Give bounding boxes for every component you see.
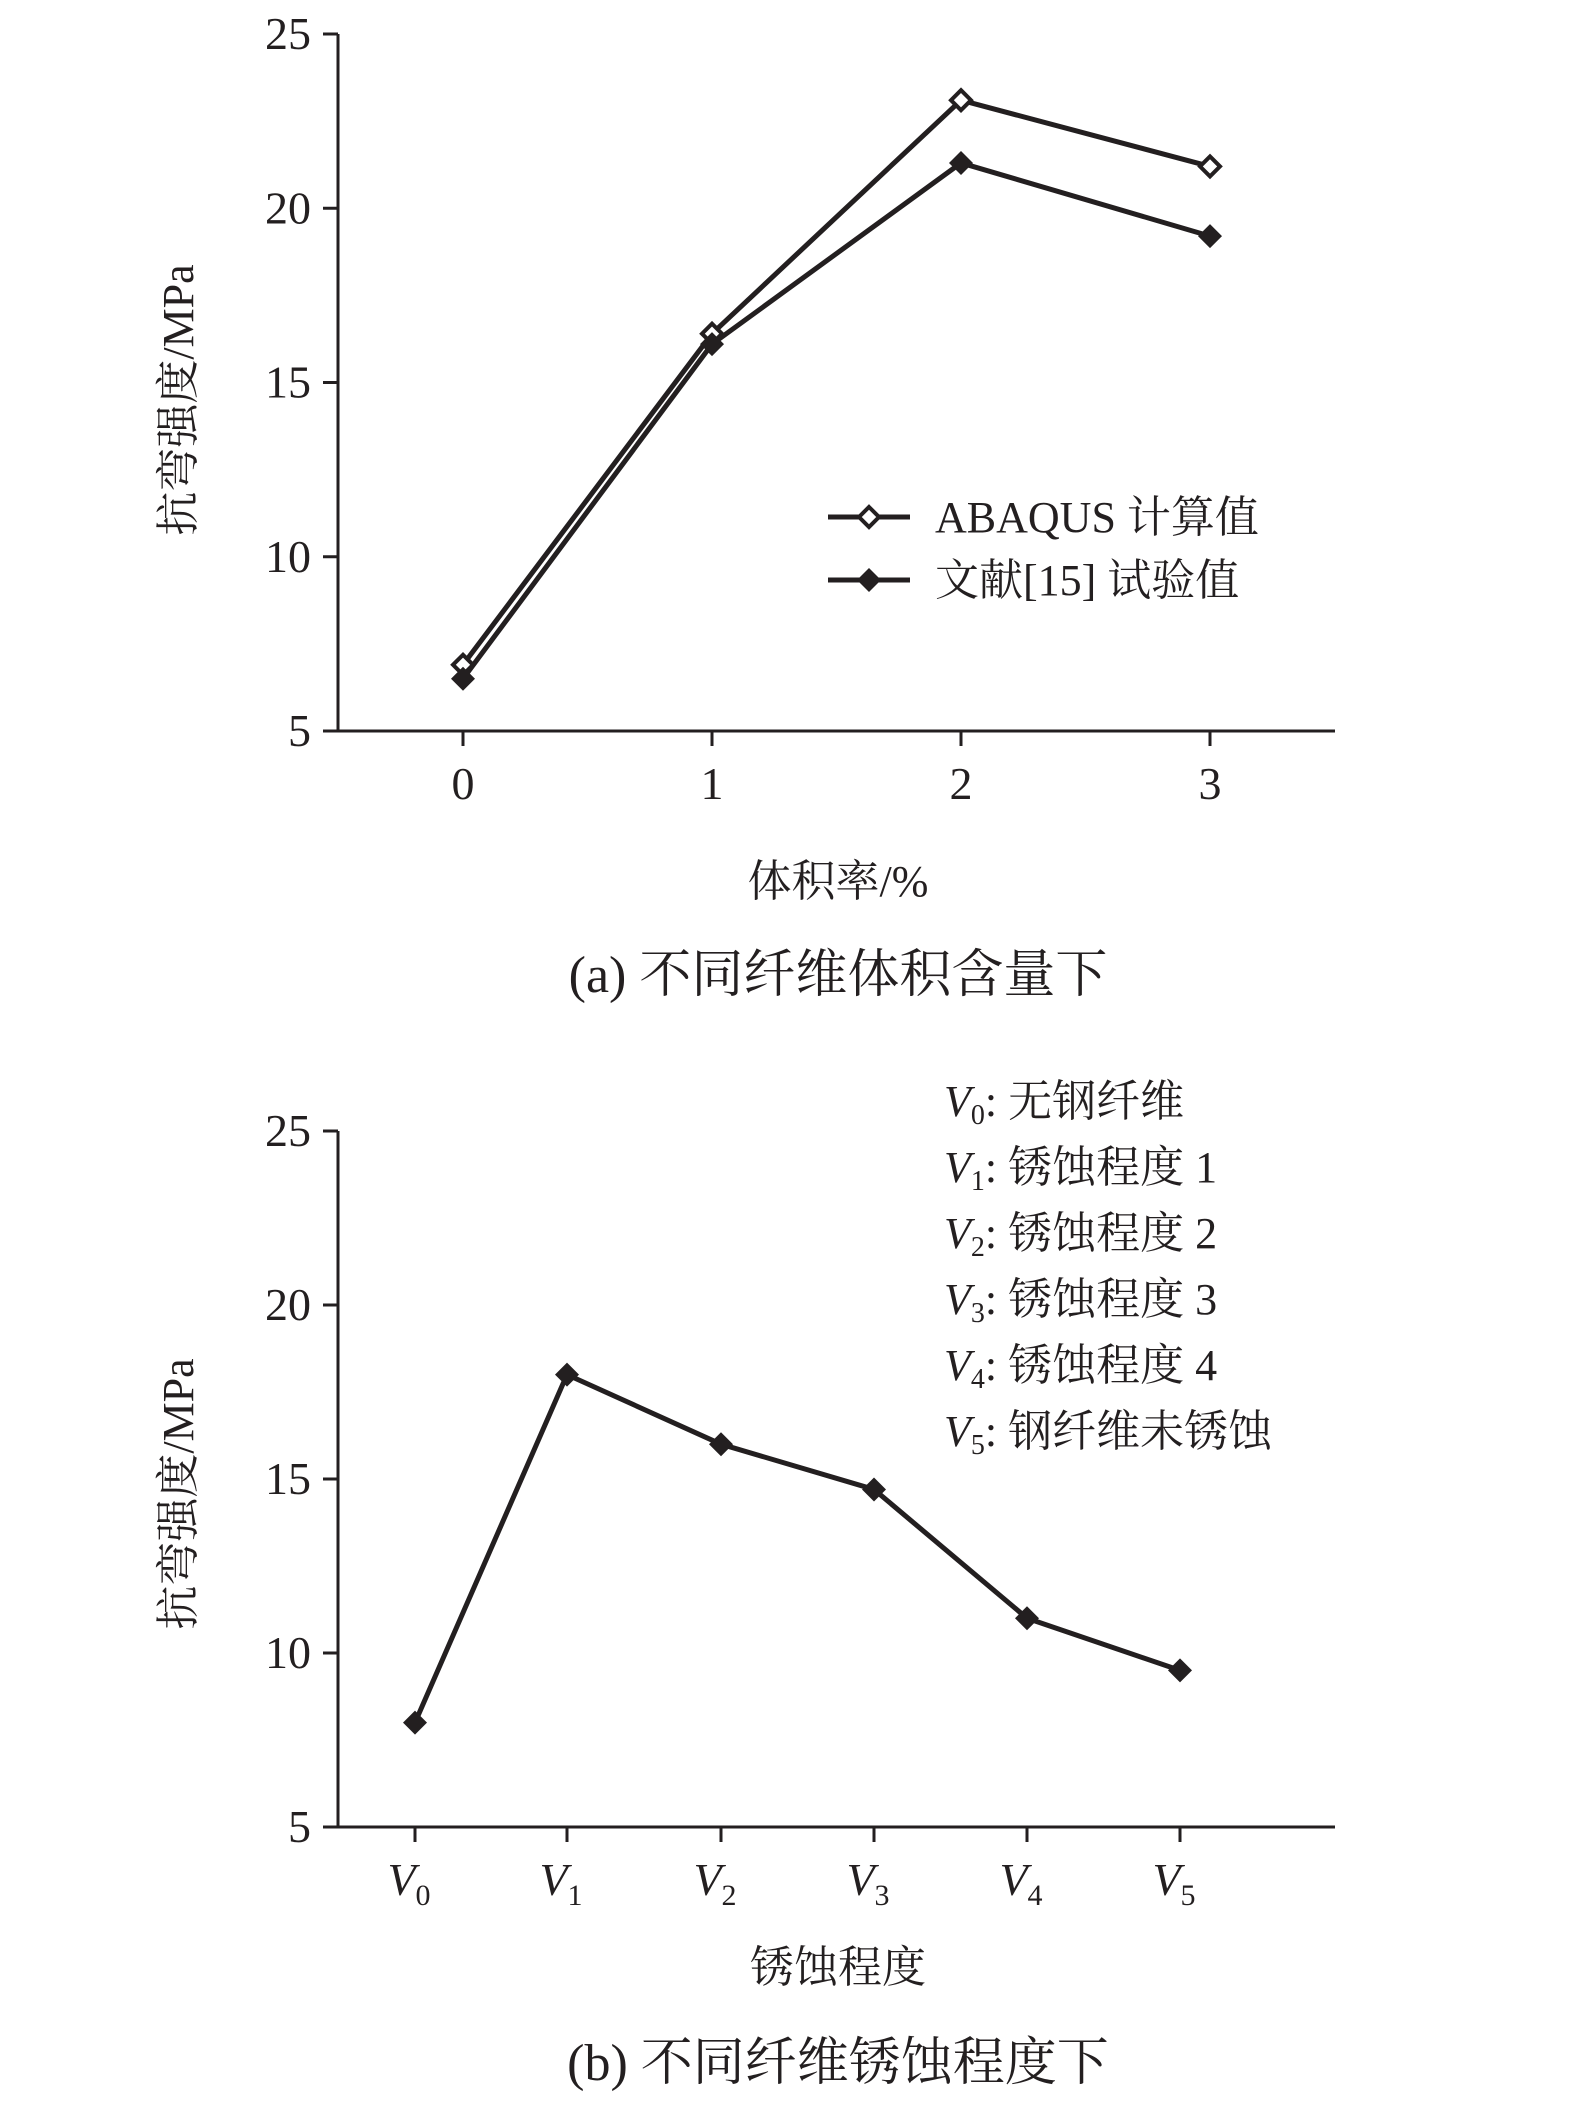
legend-label-abaqus: ABAQUS 计算值 (935, 493, 1259, 542)
chart-b-y-tick-labels (265, 1105, 311, 1852)
chart-b-x-tick-labels (387, 1854, 1195, 1912)
data-point-filled-diamond (555, 1363, 579, 1387)
y-tick-label: 20 (265, 182, 311, 234)
x-tick-label: $V_0$ (387, 1854, 431, 1912)
y-tick-label: 25 (265, 8, 311, 59)
chart-b-x-axis-label: 锈蚀程度 (750, 1943, 926, 1992)
data-point-filled-diamond (709, 1432, 733, 1456)
legend-note: V3: 锈蚀程度 3 (944, 1275, 1218, 1329)
y-tick-label: 15 (265, 1453, 311, 1504)
y-tick-label: 10 (265, 530, 311, 582)
chart-a-legend (828, 493, 1259, 605)
chart-a-y-tick-labels (265, 8, 311, 756)
legend-note: V2: 锈蚀程度 2 (944, 1209, 1218, 1263)
y-tick-label: 5 (288, 705, 311, 756)
data-point-filled-diamond (1168, 1658, 1192, 1682)
chart-a-y-axis-label: 抗弯强度/MPa (154, 264, 203, 536)
data-point-filled-diamond (1198, 224, 1222, 248)
x-tick-label: 2 (949, 758, 973, 809)
y-tick-label: 20 (265, 1279, 311, 1330)
x-tick-label: $V_4$ (999, 1854, 1043, 1912)
chart-b-legend-notes (944, 1077, 1273, 1461)
data-point-open-diamond (1200, 156, 1220, 176)
chart-b-caption: (b) 不同纤维锈蚀程度下 (567, 2035, 1109, 2092)
x-tick-label: 0 (451, 758, 475, 809)
chart-a-x-tick-labels (452, 758, 1222, 809)
legend-marker-test (857, 568, 881, 592)
x-tick-label: $V_5$ (1152, 1854, 1196, 1912)
x-tick-label: $V_2$ (693, 1854, 737, 1912)
chart-a (154, 8, 1335, 1004)
y-tick-label: 5 (288, 1801, 311, 1852)
legend-label-test: 文献[15] 试验值 (935, 556, 1240, 605)
y-tick-label: 25 (265, 1105, 311, 1156)
data-point-filled-diamond (403, 1711, 427, 1735)
x-tick-label: 3 (1198, 758, 1222, 809)
x-tick-label: $V_1$ (539, 1854, 583, 1912)
chart-b (154, 1077, 1335, 2092)
legend-note: V1: 锈蚀程度 1 (944, 1143, 1218, 1197)
x-tick-label: $V_3$ (846, 1854, 890, 1912)
y-tick-label: 15 (265, 356, 311, 408)
legend-note: V5: 钢纤维未锈蚀 (944, 1407, 1273, 1461)
y-tick-label: 10 (265, 1627, 311, 1678)
legend-note: V4: 锈蚀程度 4 (944, 1341, 1218, 1395)
chart-a-x-axis-label: 体积率/% (747, 857, 929, 906)
legend-note: V0: 无钢纤维 (944, 1077, 1185, 1131)
legend-marker-abaqus (859, 507, 879, 527)
chart-a-axes (323, 34, 1335, 746)
chart-b-y-axis-label: 抗弯强度/MPa (154, 1358, 203, 1630)
chart-a-caption: (a) 不同纤维体积含量下 (568, 947, 1108, 1004)
x-tick-label: 1 (700, 758, 724, 809)
